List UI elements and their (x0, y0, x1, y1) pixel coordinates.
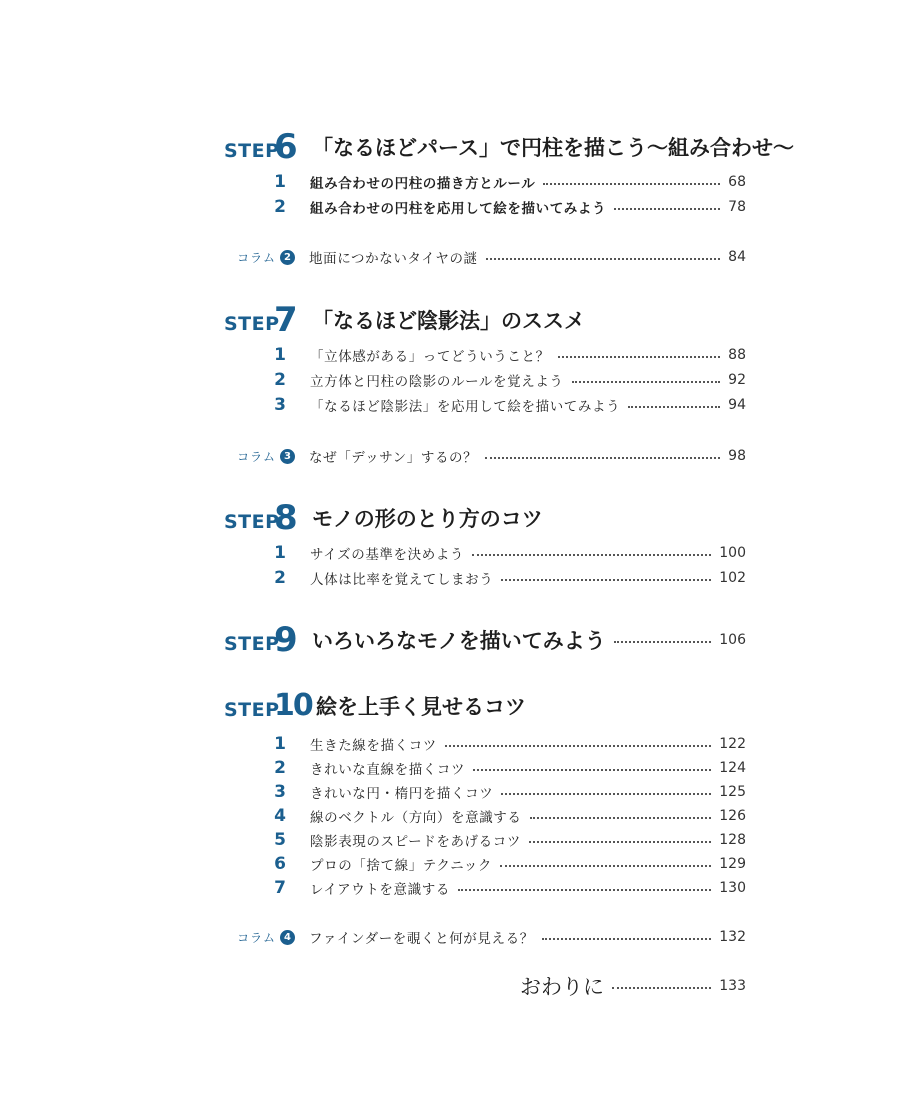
entry-number: 3 (274, 395, 286, 415)
page-number: 98 (728, 448, 746, 464)
entry-title: 人体は比率を覚えてしまおう (310, 572, 494, 588)
page-number: 133 (719, 978, 746, 994)
step-title: いろいろなモノを描いてみよう (312, 629, 606, 653)
column-entry-3[interactable] (224, 444, 746, 468)
page-number: 129 (719, 856, 746, 872)
page-number: 68 (728, 174, 746, 190)
step-6-heading (224, 127, 794, 167)
leader-dots (486, 258, 721, 260)
leader-dots (501, 579, 711, 581)
column-label: コラム (237, 449, 276, 464)
page-number: 100 (719, 545, 746, 561)
entry-title: 「立体感がある」ってどういうこと？ (310, 349, 550, 365)
leader-dots (501, 793, 711, 795)
leader-dots (473, 769, 711, 771)
entry-title: プロの「捨て線」テクニック (310, 858, 492, 874)
entry-title: 生きた線を描くコツ (310, 738, 437, 754)
entry-title: きれいな円・楕円を描くコツ (310, 786, 494, 802)
step-title: 「なるほどパース」で円柱を描こう〜組み合わせ〜 (312, 136, 794, 160)
entry-number: 1 (274, 734, 286, 754)
toc-entry-7-2[interactable] (224, 369, 746, 391)
column-entry-4[interactable] (224, 925, 746, 949)
entry-title: ファインダーを覗くと何が見える？ (309, 931, 534, 947)
column-entry-2[interactable] (224, 245, 746, 269)
page-number: 78 (728, 199, 746, 215)
page-number: 94 (728, 397, 746, 413)
toc-entry-10-3[interactable] (224, 781, 746, 803)
column-number-badge: 3 (280, 449, 295, 464)
leader-dots (530, 817, 712, 819)
entry-title: レイアウトを意識する (310, 882, 450, 898)
entry-number: 2 (274, 197, 286, 217)
step-label: STEP (224, 140, 280, 162)
entry-title: なぜ「デッサン」するの？ (309, 450, 478, 466)
entry-number: 2 (274, 370, 286, 390)
page-number: 84 (728, 249, 746, 265)
step-number: 8 (274, 498, 298, 538)
entry-number: 1 (274, 172, 286, 192)
entry-number: 2 (274, 758, 286, 778)
toc-entry-10-7[interactable] (224, 877, 746, 899)
toc-entry-7-3[interactable] (224, 394, 746, 416)
entry-title: きれいな直線を描くコツ (310, 762, 466, 778)
page-number: 122 (719, 736, 746, 752)
step-number: 6 (274, 127, 298, 167)
leader-dots (558, 356, 720, 358)
toc-entry-10-6[interactable] (224, 853, 746, 875)
leader-dots (614, 641, 711, 643)
leader-dots (572, 381, 721, 383)
step-label: STEP (224, 313, 280, 335)
leader-dots (472, 554, 711, 556)
entry-number: 2 (274, 568, 286, 588)
entry-number: 1 (274, 543, 286, 563)
step-10-heading (224, 686, 526, 726)
leader-dots (628, 406, 720, 408)
step-label: STEP (224, 511, 280, 533)
leader-dots (445, 745, 711, 747)
step-label: STEP (224, 633, 280, 655)
column-number-badge: 2 (280, 250, 295, 265)
leader-dots (542, 938, 711, 940)
entry-number: 5 (274, 830, 286, 850)
toc-entry-10-4[interactable] (224, 805, 746, 827)
leader-dots (529, 841, 711, 843)
column-label: コラム (237, 250, 276, 265)
toc-entry-6-2[interactable] (224, 196, 746, 218)
column-label: コラム (237, 930, 276, 945)
toc-entry-10-1[interactable] (224, 733, 746, 755)
entry-title: 組み合わせの円柱を応用して絵を描いてみよう (310, 201, 607, 217)
toc-entry-8-1[interactable] (224, 542, 746, 564)
entry-number: 3 (274, 782, 286, 802)
page-number: 128 (719, 832, 746, 848)
entry-title: 立方体と円柱の陰影のルールを覚えよう (310, 374, 564, 390)
page-number: 126 (719, 808, 746, 824)
entry-number: 7 (274, 878, 286, 898)
entry-number: 6 (274, 854, 286, 874)
step-title: 絵を上手く見せるコツ (316, 695, 526, 719)
step-title: 「なるほど陰影法」のススメ (312, 309, 585, 333)
leader-dots (485, 457, 720, 459)
leader-dots (614, 208, 720, 210)
step-8-heading (224, 498, 543, 538)
page-number: 130 (719, 880, 746, 896)
entry-title: 組み合わせの円柱の描き方とルール (310, 176, 536, 192)
page-number: 106 (719, 632, 746, 648)
step-title: モノの形のとり方のコツ (312, 507, 543, 531)
step-7-heading (224, 300, 585, 340)
entry-title: 陰影表現のスピードをあげるコツ (310, 834, 521, 850)
toc-entry-7-1[interactable] (224, 344, 746, 366)
entry-title: 「なるほど陰影法」を応用して絵を描いてみよう (310, 399, 621, 415)
entry-number: 4 (274, 806, 286, 826)
page-number: 88 (728, 347, 746, 363)
entry-title: 地面につかないタイヤの謎 (309, 251, 478, 267)
toc-entry-8-2[interactable] (224, 567, 746, 589)
leader-dots (458, 889, 711, 891)
toc-entry-10-2[interactable] (224, 757, 746, 779)
toc-entry-10-5[interactable] (224, 829, 746, 851)
step-9-heading[interactable] (224, 620, 746, 660)
entry-title: おわりに (520, 975, 604, 999)
page-number: 92 (728, 372, 746, 388)
step-number: 10 (274, 688, 312, 723)
step-number: 7 (274, 300, 298, 340)
entry-number: 1 (274, 345, 286, 365)
toc-entry-6-1[interactable] (224, 171, 746, 193)
step-label: STEP (224, 699, 280, 721)
toc-entry-ending[interactable] (520, 971, 746, 1001)
leader-dots (500, 865, 711, 867)
leader-dots (543, 183, 720, 185)
page-number: 102 (719, 570, 746, 586)
step-number: 9 (274, 620, 298, 660)
page-number: 124 (719, 760, 746, 776)
entry-title: サイズの基準を決めよう (310, 547, 465, 563)
page-number: 125 (719, 784, 746, 800)
page-number: 132 (719, 929, 746, 945)
column-number-badge: 4 (280, 930, 295, 945)
entry-title: 線のベクトル（方向）を意識する (310, 810, 522, 826)
leader-dots (612, 987, 711, 989)
